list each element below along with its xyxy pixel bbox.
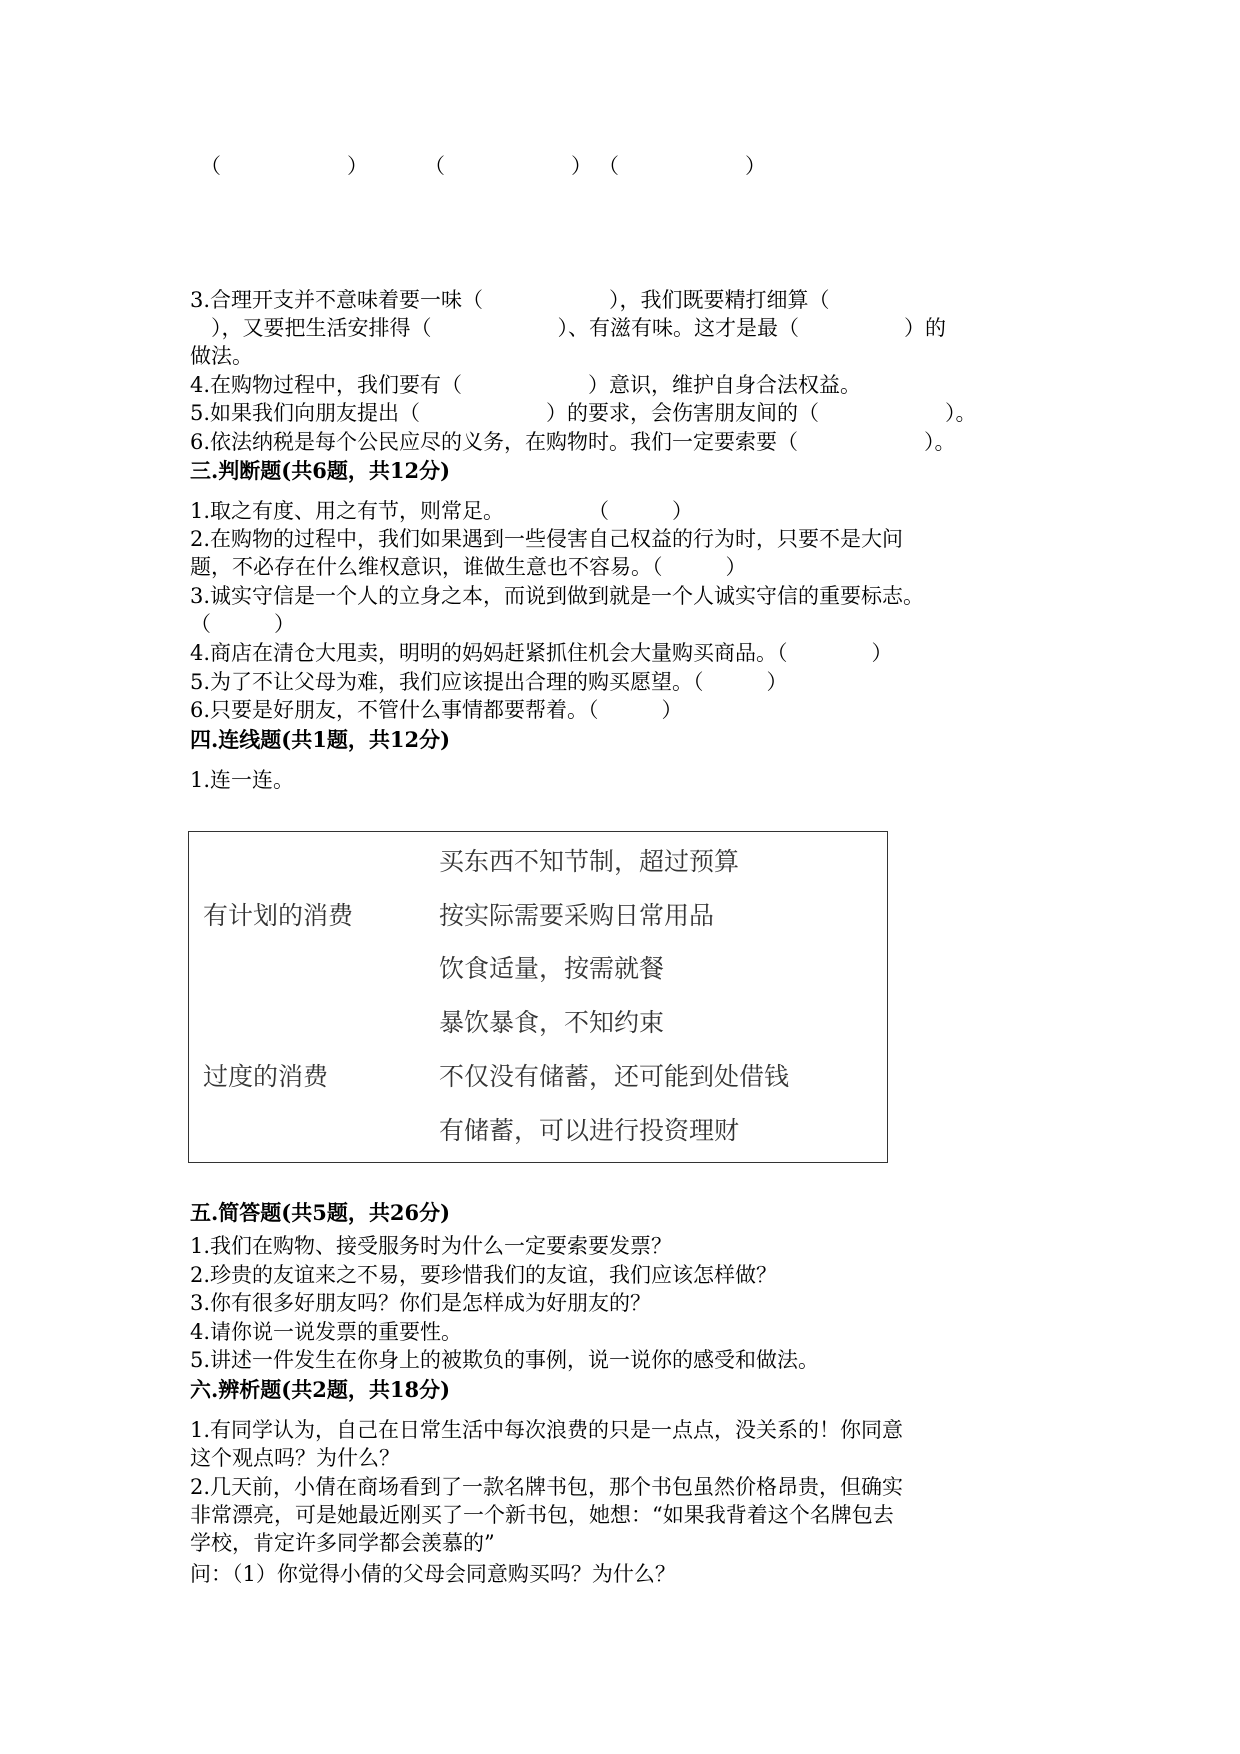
fill-question-4: 4.在购物过程中，我们要有（ ）意识，维护自身合法权益。 [190, 373, 862, 397]
answer-blank: （ ） [598, 154, 766, 178]
fill-question-6: 6.依法纳税是每个公民应尽的义务，在购物时。我们一定要索要（ ）。 [190, 430, 956, 454]
match-left-item: 有计划的消费 [203, 901, 354, 930]
answer-blank: （ ） [200, 154, 368, 178]
match-right-item: 按实际需要采购日常用品 [439, 901, 715, 930]
judgment-question-3-line-1: 3.诚实守信是一个人的立身之本，而说到做到就是一个人诚实守信的重要标志。 [190, 584, 925, 608]
fill-question-3-line-2: ），又要把生活安排得（ ）、有滋有味。这才是最（ ）的 [190, 316, 946, 340]
fill-question-3-line-1: 3.合理开支并不意味着要一味（ ），我们既要精打细算（ [190, 288, 830, 312]
judgment-question-6: 6.只要是好朋友，不管什么事情都要帮着。（ ） [190, 698, 683, 722]
match-right-item: 买东西不知节制，超过预算 [439, 847, 740, 876]
match-left-item: 过度的消费 [203, 1062, 329, 1091]
short-answer-question: 4.请你说一说发票的重要性。 [190, 1320, 463, 1344]
analysis-question-2-line-1: 2.几天前，小倩在商场看到了一款名牌书包，那个书包虽然价格昂贵，但确实 [190, 1475, 904, 1499]
judgment-question-5: 5.为了不让父母为难，我们应该提出合理的购买愿望。（ ） [190, 670, 788, 694]
section-heading-short-answer: 五.简答题(共5题，共26分) [190, 1200, 451, 1225]
judgment-question-3-line-2: （ ） [190, 612, 295, 636]
judgment-question-2-line-1: 2.在购物的过程中，我们如果遇到一些侵害自己权益的行为时，只要不是大问 [190, 527, 904, 551]
match-right-item: 不仅没有储蓄，还可能到处借钱 [439, 1062, 790, 1091]
match-right-item: 暴饮暴食，不知约束 [439, 1008, 665, 1037]
judgment-question-4: 4.商店在清仓大甩卖，明明的妈妈赶紧抓住机会大量购买商品。（ ） [190, 641, 893, 665]
judgment-question-2-line-2: 题，不必存在什么维权意识，谁做生意也不容易。（ ） [190, 555, 747, 579]
analysis-question-2-line-2: 非常漂亮，可是她最近刚买了一个新书包，她想：“如果我背着这个名牌包去 [190, 1503, 894, 1527]
analysis-question-1-line-2: 这个观点吗？为什么？ [190, 1446, 400, 1470]
section-heading-judgment: 三.判断题(共6题，共12分) [190, 458, 451, 483]
match-right-item: 有储蓄，可以进行投资理财 [439, 1116, 740, 1145]
match-right-item: 饮食适量，按需就餐 [439, 954, 665, 983]
short-answer-question: 1.我们在购物、接受服务时为什么一定要索要发票？ [190, 1234, 673, 1258]
short-answer-question: 5.讲述一件发生在你身上的被欺负的事例，说一说你的感受和做法。 [190, 1348, 820, 1372]
matching-question-1: 1.连一连。 [190, 768, 295, 792]
fill-question-5: 5.如果我们向朋友提出（ ）的要求，会伤害朋友间的（ ）。 [190, 401, 977, 425]
short-answer-question: 2.珍贵的友谊来之不易，要珍惜我们的友谊，我们应该怎样做？ [190, 1263, 778, 1287]
judgment-question-1: 1.取之有度、用之有节，则常足。 （ ） [190, 499, 694, 523]
answer-blanks-row [0, 150, 1240, 180]
matching-table [188, 831, 888, 1163]
section-heading-matching: 四.连线题(共1题，共12分) [190, 727, 451, 752]
analysis-question-2-line-4: 问：（1）你觉得小倩的父母会同意购买吗？为什么？ [190, 1562, 676, 1586]
analysis-question-1-line-1: 1.有同学认为，自己在日常生活中每次浪费的只是一点点，没关系的！你同意 [190, 1418, 904, 1442]
section-heading-analysis: 六.辨析题(共2题，共18分) [190, 1377, 451, 1402]
fill-question-3-line-3: 做法。 [190, 344, 253, 368]
short-answer-question: 3.你有很多好朋友吗？你们是怎样成为好朋友的？ [190, 1291, 652, 1315]
analysis-question-2-line-3: 学校，肯定许多同学都会羡慕的” [190, 1531, 495, 1555]
answer-blank: （ ） [424, 154, 592, 178]
